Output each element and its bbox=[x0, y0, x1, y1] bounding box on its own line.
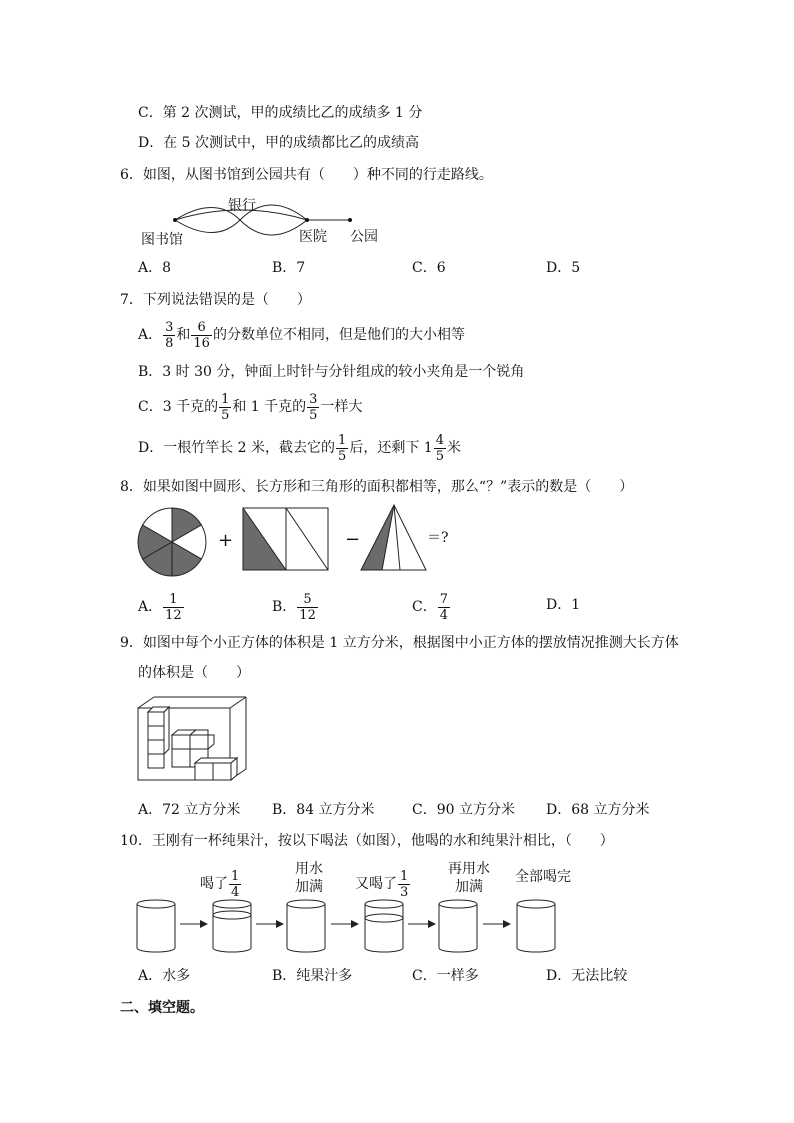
q9-stem-line1: 9．如图中每个小正方体的体积是 1 立方分米，根据图中小正方体的摆放情况推测大长方体 bbox=[120, 635, 679, 651]
denominator: 3 bbox=[400, 884, 409, 900]
q10-cup-3 bbox=[287, 900, 325, 952]
q8-option-d: D．1 bbox=[546, 597, 581, 613]
q8-c-prefix: C． bbox=[412, 599, 437, 615]
q7-d-prefix: D．一根竹竿长 2 米，截去它的 bbox=[138, 440, 336, 456]
q10-cup-2 bbox=[213, 900, 251, 952]
q6-option-c: C．6 bbox=[412, 260, 446, 276]
q7-c-suffix: 一样大 bbox=[320, 399, 363, 415]
q9-option-c: C．90 立方分米 bbox=[412, 802, 515, 818]
q10-cup-5 bbox=[439, 900, 477, 952]
q9-option-a: A．72 立方分米 bbox=[138, 802, 241, 818]
q10-cup-1 bbox=[137, 900, 175, 952]
step4-line1: 再用水 bbox=[448, 861, 490, 877]
q10-cup-4 bbox=[365, 900, 403, 952]
q8-minus-sign: − bbox=[345, 529, 361, 550]
q10-option-b: B．纯果汁多 bbox=[272, 968, 353, 984]
q9-option-b: B．84 立方分米 bbox=[272, 802, 375, 818]
q7-d-mid: 后，还剩下 1 bbox=[349, 440, 433, 456]
step2-line2: 加满 bbox=[295, 879, 323, 895]
q5-option-c: C．第 2 次测试，甲的成绩比乙的成绩多 1 分 bbox=[138, 105, 423, 121]
q10-step5-label: 全部喝完 bbox=[515, 869, 571, 885]
q8-plus-sign: + bbox=[218, 530, 234, 551]
q9-option-d: D．68 立方分米 bbox=[546, 802, 650, 818]
q7-a-mid: 和 bbox=[176, 327, 191, 343]
numerator: 7 bbox=[439, 591, 448, 607]
q5-option-d: D．在 5 次测试中，甲的成绩都比乙的成绩高 bbox=[138, 135, 420, 151]
denominator: 4 bbox=[231, 884, 240, 900]
q6-stem: 6．如图，从图书馆到公园共有（ ）种不同的行走路线。 bbox=[120, 167, 493, 183]
q9-stem-line2: 的体积是（ ） bbox=[138, 665, 250, 681]
q8-b-prefix: B． bbox=[272, 599, 297, 615]
q7-c-prefix: C．3 千克的 bbox=[138, 399, 219, 415]
denominator: 5 bbox=[309, 407, 318, 423]
numerator: 6 bbox=[191, 320, 212, 336]
q6-label-bank: 银行 bbox=[228, 198, 256, 214]
step1-prefix: 喝了 bbox=[200, 876, 228, 892]
q8-stem: 8．如果如图中圆形、长方形和三角形的面积都相等，那么“？”表示的数是（ ） bbox=[120, 479, 634, 495]
q7-option-b: B．3 时 30 分，钟面上时针与分针组成的较小夹角是一个锐角 bbox=[138, 364, 525, 380]
q6-label-hospital: 医院 bbox=[299, 229, 327, 245]
q10-option-c: C．一样多 bbox=[412, 968, 479, 984]
q10-stem: 10．王刚有一杯纯果汁，按以下喝法（如图），他喝的水和纯果汁相比，（ ） bbox=[120, 833, 614, 849]
q6-option-b: B．7 bbox=[272, 260, 306, 276]
q10-option-a: A．水多 bbox=[138, 968, 191, 984]
q8-a-prefix: A． bbox=[138, 599, 163, 615]
numerator: 5 bbox=[297, 592, 318, 608]
step3-prefix: 又喝了 bbox=[355, 876, 397, 892]
q10-cup-6 bbox=[517, 900, 555, 952]
step2-line1: 用水 bbox=[295, 861, 323, 877]
q7-c-mid: 和 1 千克的 bbox=[232, 399, 307, 415]
q7-stem: 7．下列说法错误的是（ ） bbox=[120, 292, 311, 308]
step4-line2: 加满 bbox=[455, 879, 483, 895]
q8-equals-question: ＝? bbox=[427, 530, 449, 546]
q6-label-park: 公园 bbox=[350, 229, 378, 245]
denominator: 4 bbox=[439, 607, 448, 623]
numerator: 1 bbox=[163, 592, 184, 608]
q6-option-d: D．5 bbox=[546, 260, 581, 276]
q6-label-library: 图书馆 bbox=[141, 232, 183, 248]
numerator: 1 bbox=[231, 868, 240, 884]
denominator: 16 bbox=[193, 335, 210, 351]
denominator: 5 bbox=[338, 448, 347, 464]
denominator: 12 bbox=[299, 607, 316, 623]
numerator: 1 bbox=[338, 432, 347, 448]
numerator: 4 bbox=[435, 432, 444, 448]
numerator: 1 bbox=[221, 391, 230, 407]
q7-d-suffix: 米 bbox=[446, 440, 461, 456]
denominator: 8 bbox=[165, 335, 174, 351]
q6-option-a: A．8 bbox=[138, 260, 172, 276]
q10-option-d: D．无法比较 bbox=[546, 968, 628, 984]
q7-a-prefix: A． bbox=[138, 327, 163, 343]
denominator: 5 bbox=[221, 407, 230, 423]
denominator: 12 bbox=[165, 607, 182, 623]
section-2-title: 二、填空题。 bbox=[120, 1000, 204, 1016]
numerator: 1 bbox=[400, 868, 409, 884]
numerator: 3 bbox=[309, 391, 318, 407]
numerator: 3 bbox=[165, 319, 174, 335]
q7-a-suffix: 的分数单位不相同，但是他们的大小相等 bbox=[212, 327, 465, 343]
denominator: 5 bbox=[435, 448, 444, 464]
